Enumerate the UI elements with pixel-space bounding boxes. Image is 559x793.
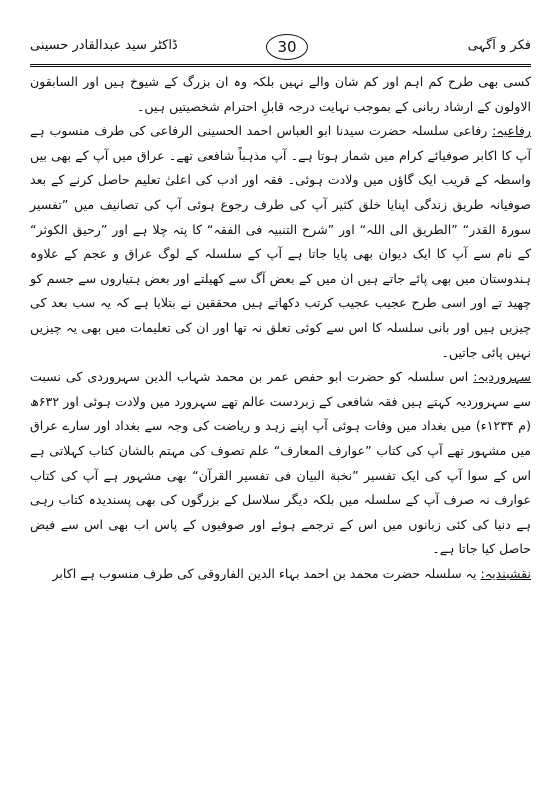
section-heading-suhrawardiya: سہروردیہ:: [473, 369, 531, 385]
section-heading-rifaiya: رفاعیہ:: [492, 123, 531, 139]
header-rule: [30, 64, 531, 65]
paragraph-intro: [30, 70, 531, 119]
body-text: [30, 70, 531, 586]
paragraph-intro-text: کسی بھی طرح کم اہم اور کم شان والے نہیں بلکہ وہ ان بزرگ کے شیوخ ہیں اور السابقون الاولون کے ارشاد ربانی کے بموجب نہایت درجہ قابلِ احترام شخصیتیں ہیں۔: [30, 74, 531, 114]
paragraph-naqshbandiya: [30, 562, 531, 587]
paragraph-naqshbandiya-text: یہ سلسلہ حضرت محمد بن احمد بہاء الدین الفاروقی کی طرف منسوب ہے اکابر: [52, 565, 477, 581]
paragraph-suhrawardiya-text: اس سلسلہ کو حضرت ابو حفص عمر بن محمد شہاب الدین سہروردی کی نسبت سے سہروردیہ کہتے ہیں فقہ شافعی کے زبردست عالم تھے سہرورد میں ولادت ہوئی اور ۶۳۲ھ (م ۱۲۳۴ء) میں بغداد میں وفات ہوئی آپ اپنے زہد و ریاضت کی وجہ سے بغداد اور سارے عراق میں مشہور تھے آپ کی کتاب ”عوارف المعارف“ علم تصوف کی مہتم بالشان کتاب کہلاتی ہے اس کے سوا آپ کی ایک تفسیر ”نخبة البیان فی تفسیر القرآن“ بھی مشہور ہے آپ کی کتاب عوارف نہ صرف آپ کے سلسلہ میں بلکہ دیگر سلاسل کے بزرگوں کی بھی پسندیدہ کتاب رہی ہے دنیا کی کئی زبانوں میں اس کے ترجمے ہوئے اور صوفیوں کے پاس اب بھی اس سے فیض حاصل کیا جاتا ہے۔: [30, 369, 531, 557]
page-number: 30: [266, 34, 308, 60]
paragraph-rifaiya-text: رفاعی سلسلہ حضرت سیدنا ابو العباس احمد الحسینی الرفاعی کی طرف منسوب ہے آپ کا اکابر صوفیائے کرام میں شمار ہوتا ہے۔ آپ مذہباً شافعی تھے۔ عراق میں آپ کے بھی بیں واسطہ کے قریب ایک گاؤں میں ولادت ہوئی۔ فقہ اور ادب کی اعلیٰ تعلیم حاصل کرنے کے بعد صوفیانہ طریق زندگی اپنایا خلق کثیر آپ کی طرف رجوع ہوئی آپ کی تصانیف میں ”تفسیر سورۃ القدر“ ”الطریق الی اللہ“ اور ”شرح التنبیہ فی الفقہ“ کا پتہ چلا ہے اور ”رحیق الکوثر“ کے نام سے آپ کا ایک دیوان بھی پایا جاتا ہے آپ کے سلسلہ کے لوگ عراق و عجم کے علاوہ ہندوستان میں بھی پائے جاتے ہیں ان میں کے بعض آگ سے کھیلتے اور بعض ہتیاروں سے جسم کو چھید تے اور اسی طرح عجیب عجیب کرتب دکھاتے ہیں محققین نے بتلایا ہے کہ یہ سب بعد کی چیزیں ہیں اور بانی سلسلہ کا اس سے کوئی تعلق نہ تھا اور ان کی تعلیمات میں بھی یہ چیزیں نہیں پائی جاتیں۔: [30, 123, 531, 360]
header-rule-double: [30, 66, 531, 67]
page-header: [30, 34, 531, 64]
running-author: ڈاکٹر سید عبدالقادر حسینی: [30, 38, 178, 53]
running-title: فکر و آگہی: [467, 38, 531, 53]
paragraph-suhrawardiya: [30, 365, 531, 562]
section-heading-naqshbandiya: نقشبندیہ:: [480, 565, 531, 581]
paragraph-rifaiya: [30, 119, 531, 365]
